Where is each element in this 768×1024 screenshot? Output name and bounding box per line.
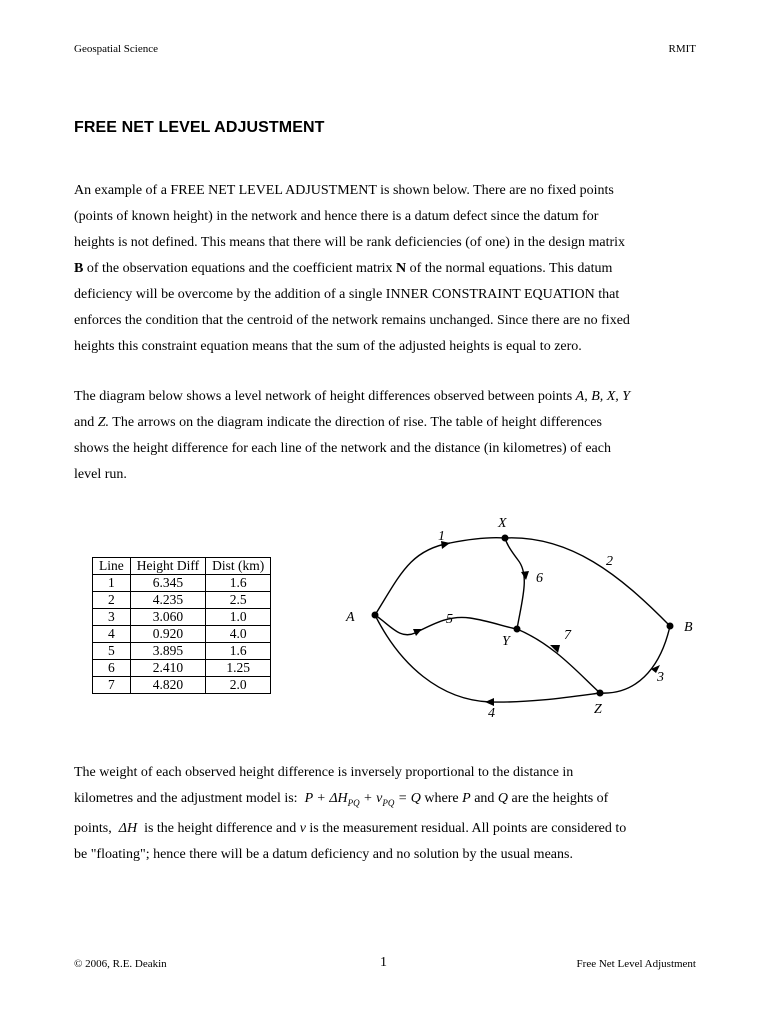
network-line-6 — [505, 538, 524, 629]
table-cell: 2.5 — [206, 592, 271, 609]
label-line-4: 4 — [488, 706, 495, 721]
table-row — [93, 677, 271, 694]
table-cell: 1.25 — [206, 660, 271, 677]
table-cell: 1.6 — [206, 643, 271, 660]
para1-line: An example of a FREE NET LEVEL ADJUSTMENT is shown below. There are no fixed points — [74, 183, 614, 198]
table-cell: 2 — [93, 592, 131, 609]
para1-line: B of the observation equations and the coefficient matrix N of the normal equations. This datum — [74, 261, 613, 276]
para2-line: The diagram below shows a level network of height differences observed between points A, B, X, Y — [74, 389, 631, 404]
page-title: FREE NET LEVEL ADJUSTMENT — [74, 119, 325, 136]
station-a — [372, 612, 379, 619]
network-line-7 — [517, 629, 600, 693]
network-line-1 — [375, 538, 505, 615]
matrix-b: B — [74, 261, 84, 276]
para1-line: heights is not defined. This means that there will be rank deficiencies (of one) in the design matrix — [74, 235, 626, 250]
table-row — [93, 575, 271, 592]
table-cell: 2.0 — [206, 677, 271, 694]
network-line-2 — [505, 538, 670, 626]
arrow-line-5 — [413, 629, 422, 636]
table-cell: 1 — [93, 575, 131, 592]
para1-line: enforces the condition that the centroid of the network remains unchanged. Since there are no fixed — [74, 313, 630, 328]
table-cell: 4 — [93, 626, 131, 643]
table-cell: 6.345 — [130, 575, 205, 592]
table-cell: 1.0 — [206, 609, 271, 626]
header-right: RMIT — [668, 43, 696, 55]
label-point-x: X — [498, 516, 507, 531]
para3-line: points, ΔH is the height difference and v is the measurement residual. All points are considered to — [74, 820, 627, 836]
label-point-y: Y — [502, 634, 510, 649]
table-row — [93, 643, 271, 660]
para2-line: shows the height difference for each line of the network and the distance (in kilometres) of each — [74, 441, 611, 456]
height-difference-table — [92, 557, 271, 694]
table-cell: 5 — [93, 643, 131, 660]
para1-line: deficiency will be overcome by the addition of a single INNER CONSTRAINT EQUATION that — [74, 287, 620, 302]
station-x — [502, 535, 509, 542]
table-row — [93, 592, 271, 609]
table-cell: 3 — [93, 609, 131, 626]
label-line-1: 1 — [438, 529, 445, 544]
para3-line: The weight of each observed height difference is inversely proportional to the distance in — [74, 765, 574, 780]
col-header-height-diff: Height Diff — [130, 558, 205, 575]
table-cell: 6 — [93, 660, 131, 677]
station-z — [597, 690, 604, 697]
para2-line: and Z. The arrows on the diagram indicate the direction of rise. The table of height differences — [74, 415, 602, 430]
table-cell: 7 — [93, 677, 131, 694]
label-line-5: 5 — [446, 612, 453, 627]
diagram-paragraph — [74, 384, 698, 488]
table-cell: 2.410 — [130, 660, 205, 677]
table-cell: 0.920 — [130, 626, 205, 643]
adjustment-equation: $P + \Delta H_{PQ} + v_{PQ} = Q$ — [304, 791, 421, 808]
table-row — [93, 626, 271, 643]
model-paragraph — [74, 760, 698, 868]
footer-copyright: © 2006, R.E. Deakin — [74, 958, 167, 970]
para3-line: kilometres and the adjustment model is: $P + \Delta H_{PQ} + v_{PQ} = Q$ where P and Q are the heights of — [74, 791, 609, 808]
para3-line: be "floating"; hence there will be a datum deficiency and no solution by the usual means. — [74, 846, 573, 862]
col-header-dist: Dist (km) — [206, 558, 271, 575]
table-cell: 4.820 — [130, 677, 205, 694]
label-line-2: 2 — [606, 554, 613, 569]
label-point-z: Z — [594, 702, 602, 717]
header-left: Geospatial Science — [74, 43, 158, 55]
table-header-row — [93, 558, 271, 575]
label-point-a: A — [346, 610, 355, 625]
label-line-6: 6 — [536, 571, 543, 586]
label-line-7: 7 — [564, 628, 571, 643]
level-network-diagram — [330, 505, 710, 735]
footer-doc-title: Free Net Level Adjustment — [576, 958, 696, 970]
table-row — [93, 609, 271, 626]
table-cell: 4.235 — [130, 592, 205, 609]
table-cell: 4.0 — [206, 626, 271, 643]
arrow-line-4 — [485, 698, 494, 706]
footer-page-number: 1 — [380, 955, 387, 970]
label-line-3: 3 — [657, 670, 664, 685]
intro-paragraph — [74, 178, 698, 360]
para1-line: (points of known height) in the network and hence there is a datum defect since the datum for — [74, 209, 599, 224]
para2-line: level run. — [74, 467, 127, 482]
station-y — [514, 626, 521, 633]
arrow-line-6 — [521, 571, 529, 580]
table-row — [93, 660, 271, 677]
label-point-b: B — [684, 620, 693, 635]
col-header-line: Line — [93, 558, 131, 575]
table-cell: 1.6 — [206, 575, 271, 592]
matrix-n: N — [396, 261, 407, 276]
table-cell: 3.895 — [130, 643, 205, 660]
para1-line: heights this constraint equation means that the sum of the adjusted heights is equal to zero. — [74, 339, 582, 354]
table-cell: 3.060 — [130, 609, 205, 626]
station-b — [667, 623, 674, 630]
